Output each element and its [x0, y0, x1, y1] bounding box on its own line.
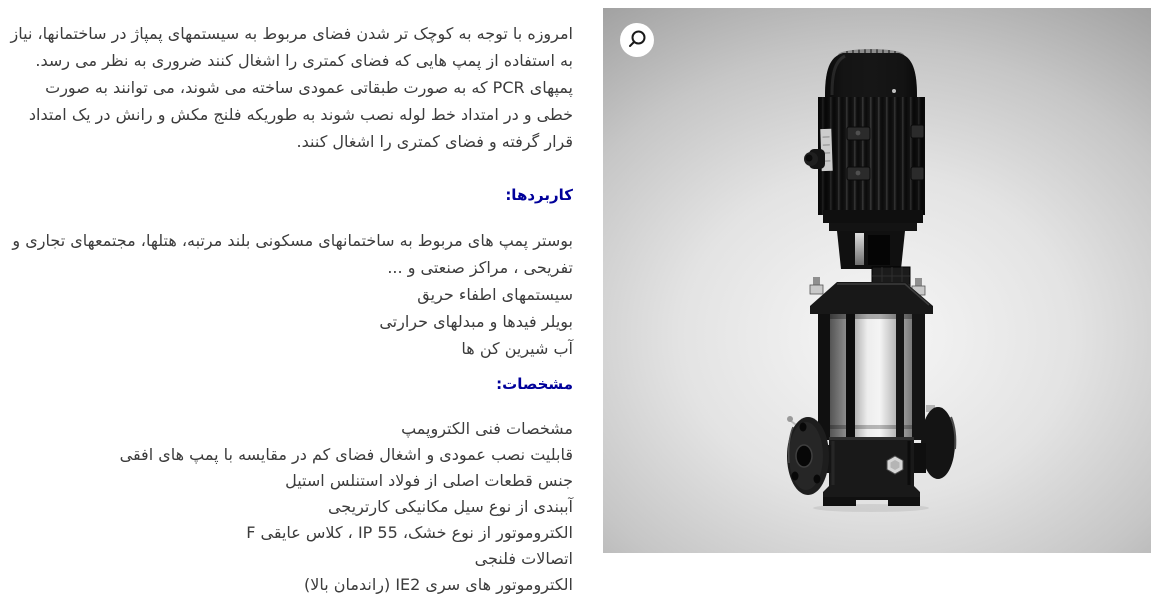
tie-rod — [818, 314, 830, 440]
specification-item: آببندی از نوع سیل مکانیکی کارتریجی — [10, 494, 573, 520]
hex-plug — [887, 456, 903, 474]
applications-heading: کاربردها: — [10, 185, 573, 205]
applications-item: سیستمهای اطفاء حریق — [10, 281, 573, 308]
motor-flange — [823, 210, 923, 223]
specification-item: جنس قطعات اصلی از فولاد استنلس استیل — [10, 468, 573, 494]
motor-adapter-ring — [829, 223, 917, 231]
product-image-panel — [603, 8, 1151, 553]
pump-product-image — [771, 45, 971, 515]
applications-item: بوستر پمپ های مربوط به ساختمانهای مسکونی بلند مرتبه، هتلها، مجتمعهای تجاری و تفریحی ، مراکز صنعتی و ... — [10, 227, 573, 281]
specifications-list — [10, 416, 573, 598]
specification-item: الکتروموتور های سری IE2 (راندمان بالا) — [10, 572, 573, 598]
pump-shadow — [813, 504, 929, 512]
specification-item: قابلیت نصب عمودی و اشغال فضای کم در مقایسه با پمپ های افقی — [10, 442, 573, 468]
pump-base — [817, 437, 920, 506]
cable-gland — [804, 149, 825, 169]
applications-item: بویلر فیدها و مبدلهای حرارتی — [10, 308, 573, 335]
tie-rod — [846, 314, 855, 438]
specification-item: مشخصات فنی الکتروپمپ — [10, 416, 573, 442]
stage-top-plate — [810, 277, 933, 314]
specification-item: اتصالات فلنجی — [10, 546, 573, 572]
zoom-button[interactable] — [620, 23, 654, 57]
specification-item: الکتروموتور از نوع خشک، IP 55 ، کلاس عایقی F — [10, 520, 573, 546]
tie-rod — [896, 314, 904, 438]
applications-item: آب شیرین کن ها — [10, 335, 573, 362]
motor-body — [804, 97, 925, 215]
motor-top-dome — [825, 53, 917, 97]
specifications-heading: مشخصات: — [10, 374, 573, 394]
intro-paragraph: امروزه با توجه به کوچک تر شدن فضای مربوط به سیستمهای پمپاژ در ساختمانها، نیاز به استفاده از پمپ هایی که فضای کمتری را اشغال کنند ضروری به نظر می رسد. پمپهای PCR که به صورت طبقاتی عمودی ساخته می شوند، می توانند به صورت خطی و در امتداد خط لوله نصب شوند به طوریکه فلنج مکش و رانش در یک امتداد قرار گرفته و فضای کمتری را اشغال کنند. — [10, 20, 573, 155]
magnifier-icon — [623, 26, 651, 54]
pump-lantern — [837, 231, 905, 269]
tie-rod — [912, 314, 925, 440]
applications-list — [10, 227, 573, 362]
stage-cylinder — [818, 314, 925, 440]
